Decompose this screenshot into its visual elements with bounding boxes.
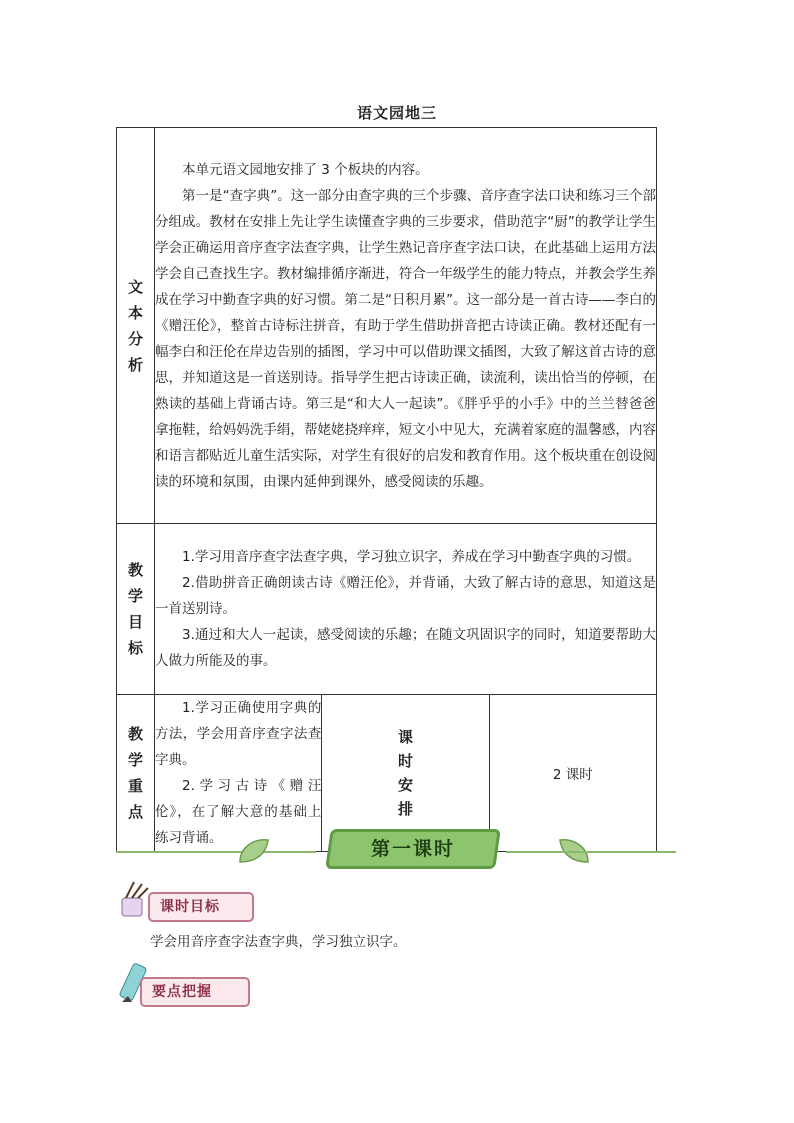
lesson-banner <box>116 826 676 876</box>
key-point-item: 2.学习古诗《赠汪伦》，在了解大意的基础上练习背诵。 <box>155 778 322 846</box>
goal-item: 2.借助拼音正确朗读古诗《赠汪伦》，并背诵，大致了解古诗的意思，知道这是一首送别诗。 <box>155 575 656 617</box>
analysis-row <box>117 128 657 524</box>
analysis-label: 文 本 分 析 <box>117 128 155 524</box>
schedule-value: 2 课时 <box>489 695 656 852</box>
goals-row <box>117 524 657 695</box>
goals-content <box>155 524 657 695</box>
banner-left-line <box>116 851 316 853</box>
banner-title: 第一课时 <box>370 838 455 860</box>
objective-text: 学会用音序查字法查字典，学习独立识字。 <box>150 934 407 950</box>
goal-item: 3.通过和大人一起读，感受阅读的乐趣；在随文巩固识字的同时，知道要帮助大人做力所能及的事。 <box>155 627 656 669</box>
analysis-paragraph: 第一是“查字典”。这一部分由查字典的三个步骤、音序查字法口诀和练习三个部分组成。教材在安排上先让学生读懂查字典的三步要求，借助范字“厨”的教学让学生学会正确运用音序查字法查字典，让学生熟记音序查字法口诀，在此基础上运用方法学会自己查找生字。教材编排循序渐进，符合一年级学生的能力特点，并教会学生养成在学习中勤查字典的好习惯。第二是“日积月累”。这一部分是一首古诗——李白的《赠汪伦》，整首古诗标注拼音，有助于学生借助拼音把古诗读正确。教材还配有一幅李白和汪伦在岸边告别的插图，学习中可以借助课文插图，大致了解这首古诗的意思，并知道这是一首送别诗。指导学生把古诗读正确，读流利，读出恰当的停顿，在熟读的基础上背诵古诗。第三是“和大人一起读”。《胖乎乎的小手》中的兰兰替爸爸拿拖鞋，给妈妈洗手绢，帮姥姥挠痒痒，短文小中见大，充满着家庭的温馨感，内容和语言都贴近儿童生活实际，对学生有很好的启发和教育作用。这个板块重在创设阅读的环境和氛围，由课内延伸到课外，感受阅读的乐趣。 <box>155 187 656 490</box>
schedule-label: 课 时 安 排 <box>322 695 489 852</box>
objective-tag: 课时目标 <box>148 892 254 922</box>
page-title: 语文园地三 <box>356 104 437 122</box>
goals-label: 教 学 目 标 <box>117 524 155 695</box>
key-points-label: 教 学 重 点 <box>117 695 155 852</box>
points-tag: 要点把握 <box>140 977 250 1007</box>
leaf-left-icon <box>236 836 272 866</box>
banner-right-line <box>506 851 676 853</box>
lesson-plan-table <box>116 127 657 852</box>
analysis-content <box>155 128 657 524</box>
key-point-item: 1.学习正确使用字典的方法，学会用音序查字法查字典。 <box>155 700 322 768</box>
goal-item: 1.学习用音序查字法查字典，学习独立识字，养成在学习中勤查字典的习惯。 <box>182 549 641 565</box>
analysis-paragraph: 本单元语文园地安排了 3 个板块的内容。 <box>182 161 429 178</box>
